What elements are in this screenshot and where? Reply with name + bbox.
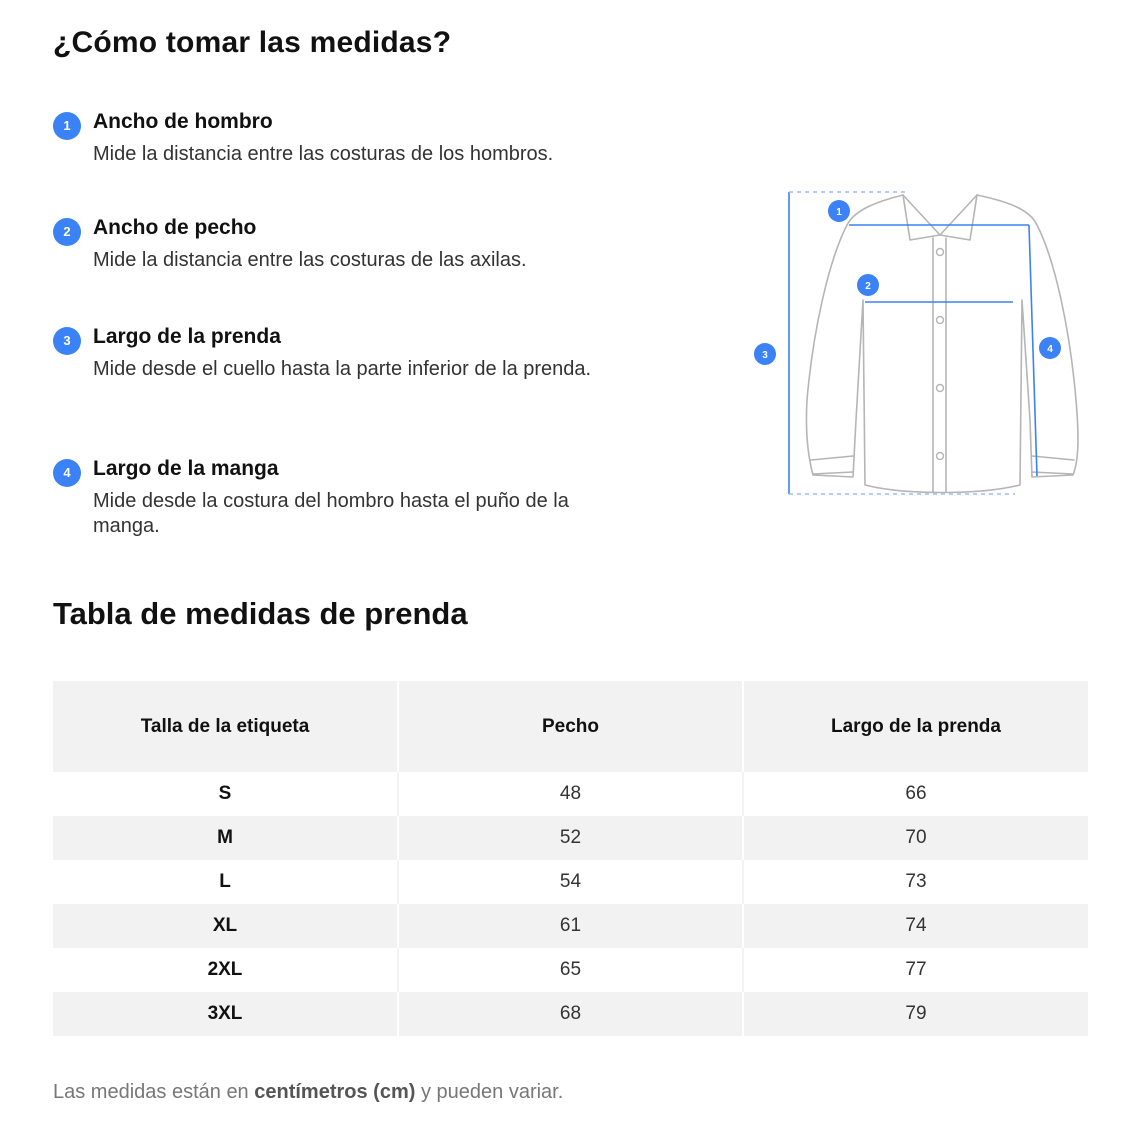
size-cell: XL — [53, 904, 398, 948]
svg-text:3: 3 — [762, 350, 768, 361]
shirt-measurement-diagram — [745, 180, 1090, 505]
size-cell: 2XL — [53, 948, 398, 992]
step-number-badge: 3 — [53, 327, 81, 355]
size-table-title: Tabla de medidas de prenda — [53, 596, 468, 631]
step-title: Ancho de pecho — [93, 216, 257, 239]
size-cell: 3XL — [53, 992, 398, 1036]
marker-badge-4 — [1039, 337, 1061, 359]
step-description: Mide la distancia entre las costuras de las axilas. — [93, 249, 527, 271]
step-number-badge: 2 — [53, 218, 81, 246]
table-row — [53, 904, 1088, 948]
step-title: Largo de la prenda — [93, 325, 281, 348]
table-row — [53, 772, 1088, 816]
chest-cell: 54 — [398, 860, 743, 904]
step-description: Mide desde el cuello hasta la parte inferior de la prenda. — [93, 358, 592, 380]
chest-cell: 61 — [398, 904, 743, 948]
size-cell: L — [53, 860, 398, 904]
step-title: Ancho de hombro — [93, 110, 273, 133]
step-number-badge: 1 — [53, 112, 81, 140]
svg-text:4: 4 — [1047, 344, 1053, 355]
length-cell: 74 — [743, 904, 1088, 948]
units-footnote — [53, 1081, 563, 1104]
marker-badge-2 — [857, 274, 879, 296]
length-cell: 79 — [743, 992, 1088, 1036]
length-cell: 73 — [905, 871, 927, 892]
page-title: ¿Cómo tomar las medidas? — [53, 26, 452, 59]
table-row — [53, 992, 1088, 1036]
step-description: Mide la distancia entre las costuras de los hombros. — [93, 143, 554, 165]
step-title: Largo de la manga — [93, 457, 279, 480]
column-header-chest: Pecho — [398, 681, 743, 772]
size-table — [53, 681, 1088, 1036]
column-header-size-label: Talla de la etiqueta — [53, 681, 398, 772]
step-description: Mide desde la costura del hombro hasta el puño de la manga. — [93, 490, 569, 537]
length-cell: 66 — [905, 783, 927, 804]
marker-badge-1 — [828, 200, 850, 222]
table-row — [53, 816, 1088, 860]
shirt-icon — [745, 180, 1090, 505]
size-cell: S — [53, 772, 398, 816]
length-cell: 77 — [905, 959, 927, 980]
step-number-badge: 4 — [53, 459, 81, 487]
marker-badge-3 — [754, 343, 776, 365]
table-row — [53, 948, 1088, 992]
table-row — [53, 860, 1088, 904]
footnote-suffix: y pueden variar. — [415, 1081, 564, 1103]
chest-cell: 48 — [398, 772, 743, 816]
chest-cell: 68 — [398, 992, 743, 1036]
svg-text:1: 1 — [836, 207, 842, 218]
column-header-garment-length: Largo de la prenda — [743, 681, 1088, 772]
footnote-prefix: Las medidas están en — [53, 1081, 255, 1103]
length-cell: 70 — [743, 816, 1088, 860]
chest-cell: 65 — [398, 948, 743, 992]
footnote-units: centímetros (cm) — [254, 1081, 416, 1103]
svg-text:2: 2 — [865, 281, 871, 292]
chest-cell: 52 — [398, 816, 743, 860]
table-header-row — [53, 681, 1088, 772]
size-cell: M — [53, 816, 398, 860]
